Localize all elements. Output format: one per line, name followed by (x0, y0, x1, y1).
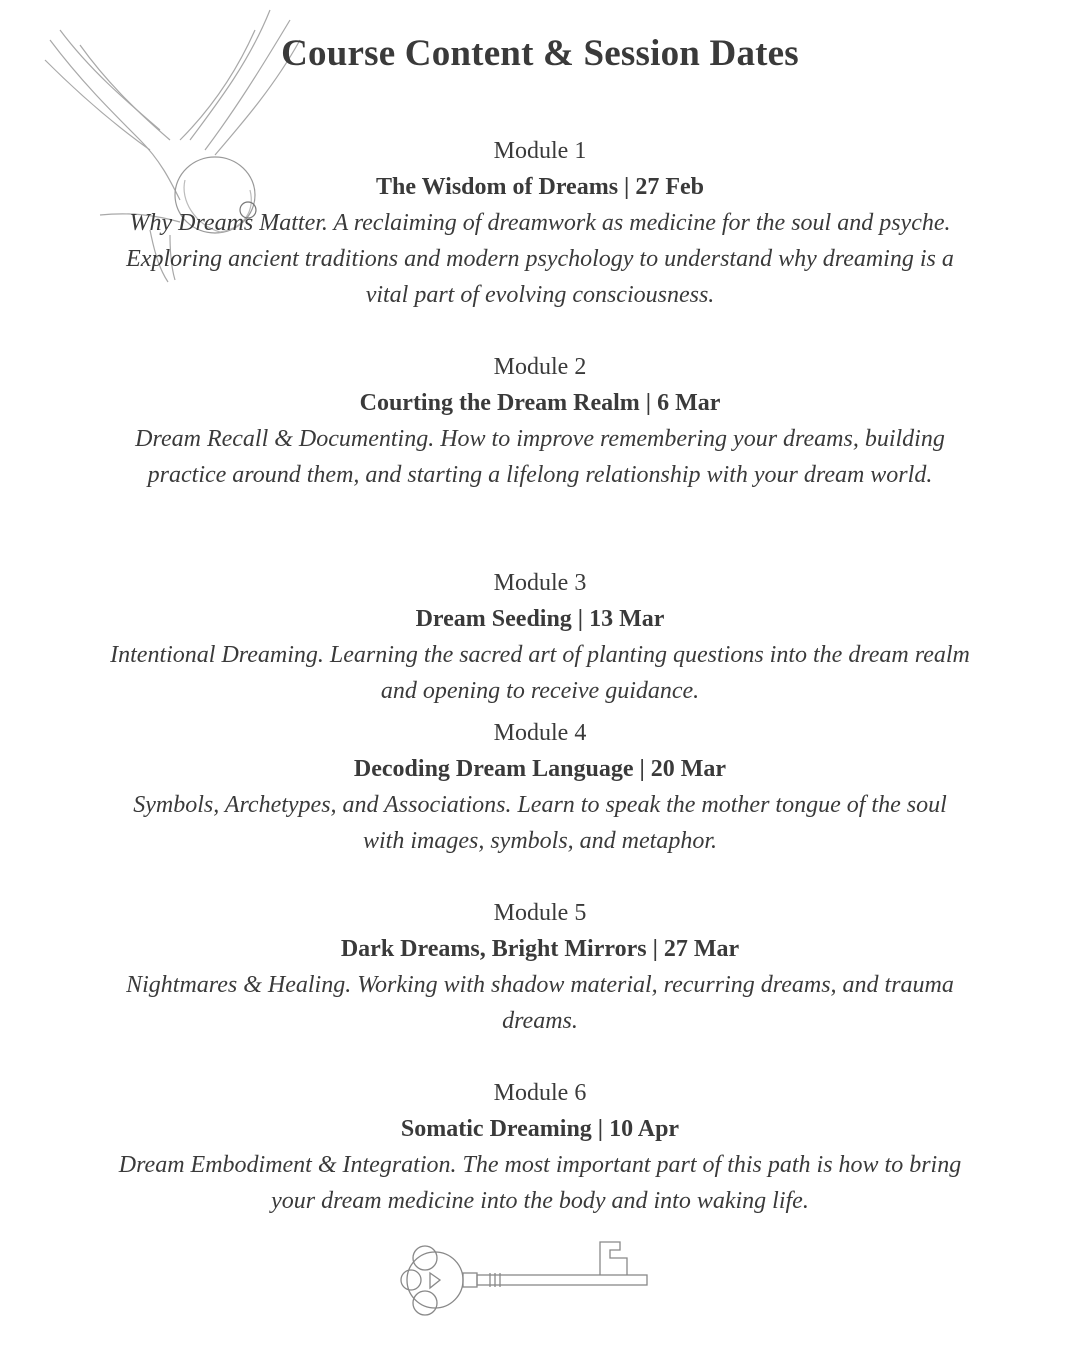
module-title: Dark Dreams, Bright Mirrors | 27 Mar (340, 936, 740, 962)
module-5 (90, 895, 990, 1039)
module-title: Dream Seeding | 13 Mar (415, 606, 665, 632)
module-4 (90, 715, 990, 859)
module-description: Dream Recall & Documenting. How to improve remembering your dreams, building practice around them, and starting a lifelong relationship with your dream world. (135, 426, 945, 488)
module-description: Dream Embodiment & Integration. The most important part of this path is how to bring your dream medicine into the body and into waking life. (118, 1152, 962, 1214)
module-label: Module 5 (493, 900, 587, 926)
module-label: Module 2 (493, 354, 587, 380)
module-description: Intentional Dreaming. Learning the sacred art of planting questions into the dream realm and opening to receive guidance. (110, 642, 970, 704)
module-title: The Wisdom of Dreams | 27 Feb (376, 174, 704, 200)
module-6 (90, 1075, 990, 1219)
module-title: Somatic Dreaming | 10 Apr (400, 1116, 680, 1142)
module-description: Symbols, Archetypes, and Associations. Learn to speak the mother tongue of the soul with images, symbols, and metaphor. (133, 792, 947, 854)
module-3 (90, 565, 990, 709)
module-description: Why Dreams Matter. A reclaiming of dreamwork as medicine for the soul and psyche. Exploring ancient traditions and modern psychology to understand why dreaming is a vital part of evolving consciousness. (126, 210, 954, 308)
key-illustration (395, 1228, 655, 1333)
module-2 (90, 349, 990, 493)
page-title: Course Content & Session Dates (281, 33, 799, 74)
module-label: Module 4 (493, 720, 587, 746)
module-title: Courting the Dream Realm | 6 Mar (359, 390, 721, 416)
module-label: Module 6 (493, 1080, 587, 1106)
module-label: Module 1 (493, 138, 587, 164)
module-description: Nightmares & Healing. Working with shadow material, recurring dreams, and trauma dreams. (126, 972, 954, 1034)
module-1 (90, 133, 990, 313)
module-label: Module 3 (493, 570, 587, 596)
module-title: Decoding Dream Language | 20 Mar (353, 756, 727, 782)
